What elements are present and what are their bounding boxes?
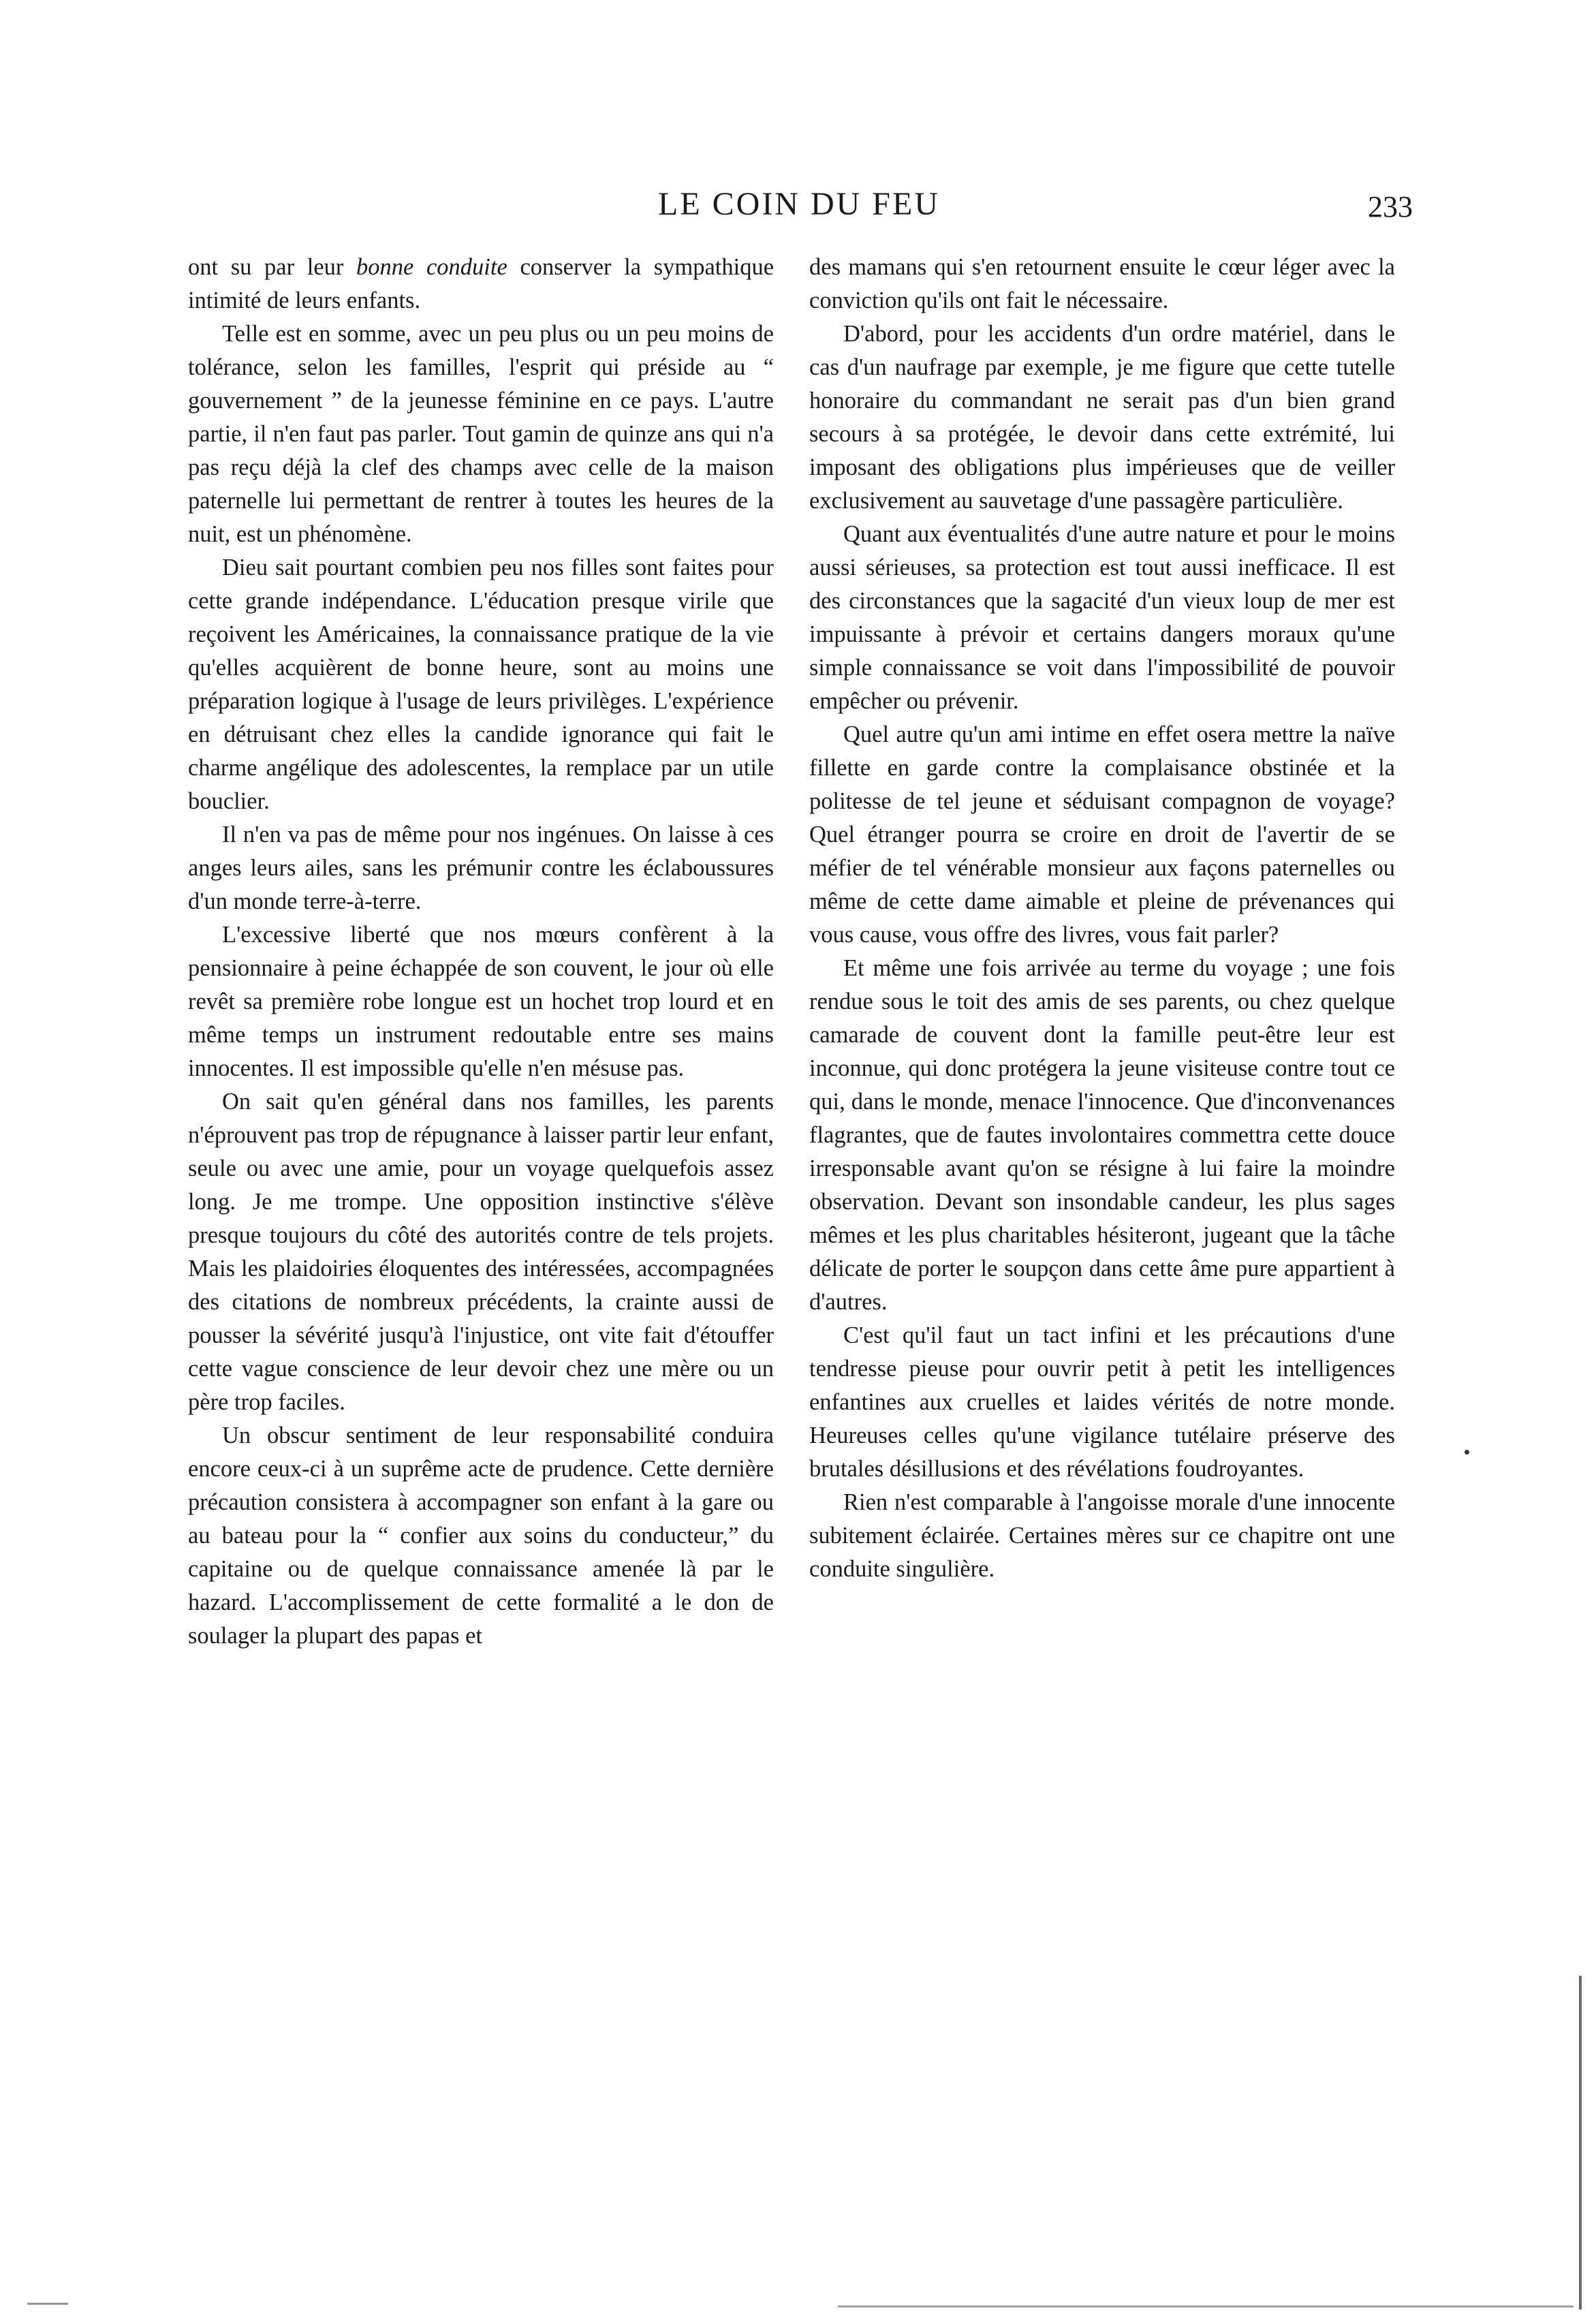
left-column	[188, 251, 774, 1653]
paragraph: Et même une fois arrivée au terme du voyage ; une fois rendue sous le toit des amis de ses parents, ou chez quelque camarade de couvent dont la famille peut-être leur est inconnue, qui donc protégera la jeune visiteuse contre tout ce qui, dans le monde, menace l'innocence. Que d'inconvenances flagrantes, que de fautes involontaires commettra cette douce irresponsable avant qu'on se résigne à lui faire la moindre observation. Devant son insondable candeur, les plus sages mêmes et les plus charitables hésiteront, jugeant que la tâche délicate de porter le soupçon dans cette âme pure appartient à d'autres.	[809, 955, 1395, 1315]
page-number: 233	[1368, 190, 1413, 223]
emphasis-text: bonne conduite	[356, 254, 507, 280]
paragraph: Il n'en va pas de même pour nos ingénues. On laisse à ces anges leurs ailes, sans les prémunir contre les éclaboussures d'un monde terre-à-terre.	[188, 822, 774, 914]
paragraph: D'abord, pour les accidents d'un ordre matériel, dans le cas d'un naufrage par exemple, je me figure que cette tutelle honoraire du commandant ne serait pas d'un bien grand secours à sa protégée, le devoir dans cette extrémité, lui imposant des obligations plus impérieuses que de veiller exclusivement au sauvetage d'une passagère particulière.	[809, 321, 1395, 514]
paragraph: C'est qu'il faut un tact infini et les précautions d'une tendresse pieuse pour ouvrir petit à petit les intelligences enfantines aux cruelles et laides vérités de notre monde. Heureuses celles qu'une vigilance tutélaire préserve des brutales désillusions et des révélations foudroyantes.	[809, 1322, 1395, 1482]
running-title: LE COIN DU FEU	[658, 186, 940, 222]
running-head	[185, 185, 1413, 226]
paragraph: Dieu sait pourtant combien peu nos filles sont faites pour cette grande indépendance. L'éducation presque virile que reçoivent les Américaines, la connaissance pratique de la vie qu'elles acquièrent de bonne heure, sont au moins une préparation logique à l'usage de leurs privilèges. L'expérience en détruisant chez elles la candide ignorance qui fait le charme angélique des adolescentes, la remplace par un utile bouclier.	[188, 555, 774, 814]
paragraph: Un obscur sentiment de leur responsabilité conduira encore ceux-ci à un suprême acte de prudence. Cette dernière précaution consistera à accompagner son enfant à la gare ou au bateau pour la “ confier aux soins du conducteur,” du capitaine ou de quelque connaissance amenée là par le hazard. L'accomplissement de cette formalité a le don de soulager la plupart des papas et	[188, 1423, 774, 1649]
paragraph-text: ont su par leur	[188, 254, 357, 280]
paragraph: Quant aux éventualités d'une autre nature et pour le moins aussi sérieuses, sa protection est tout aussi inefficace. Il est des circonstances que la sagacité d'un vieux loup de mer est impuissante à prévoir et certains dangers moraux qu'une simple connaissance se voit dans l'impossibilité de pouvoir empêcher ou prévenir.	[809, 521, 1395, 714]
paragraph: Quel autre qu'un ami intime en effet osera mettre la naïve fillette en garde contre la complaisance obstinée et la politesse de tel jeune et séduisant compagnon de voyage? Quel étranger pourra se croire en droit de l'avertir de se méfier de tel vénérable monsieur aux façons paternelles ou même de cette dame aimable et pleine de prévenances qui vous cause, vous offre des livres, vous fait parler?	[809, 721, 1395, 948]
paragraph-text: conserver la sympathique intimité de leurs enfants.	[188, 254, 774, 313]
right-column	[809, 251, 1395, 1586]
page-edge-mark	[27, 2303, 68, 2305]
paragraph: Rien n'est comparable à l'angoisse morale d'une innocente subitement éclairée. Certaines mères sur ce chapitre ont une conduite singulière.	[809, 1489, 1395, 1582]
paragraph	[188, 251, 774, 317]
page-edge-mark	[838, 2305, 1574, 2308]
paragraph: Telle est en somme, avec un peu plus ou un peu moins de tolérance, selon les familles, l'esprit qui préside au “ gouvernement ” de la jeunesse féminine en ce pays. L'autre partie, il n'en faut pas parler. Tout gamin de quinze ans qui n'a pas reçu déjà la clef des champs avec celle de la maison paternelle lui permettant de rentrer à toutes les heures de la nuit, est un phénomène.	[188, 321, 774, 547]
page-edge-mark	[1579, 1976, 1582, 2310]
paragraph: L'excessive liberté que nos mœurs confèrent à la pensionnaire à peine échappée de son couvent, le jour où elle revêt sa première robe longue est un hochet trop lourd et en même temps un instrument redoutable entre ses mains innocentes. Il est impossible qu'elle n'en mésuse pas.	[188, 922, 774, 1081]
paragraph: des mamans qui s'en retournent ensuite le cœur léger avec la conviction qu'ils ont fait le nécessaire.	[809, 254, 1395, 313]
paragraph: On sait qu'en général dans nos familles, les parents n'éprouvent pas trop de répugnance à laisser partir leur enfant, seule ou avec une amie, pour un voyage quelquefois assez long. Je me trompe. Une opposition instinctive s'élève presque toujours du côté des autorités contre de tels projets. Mais les plaidoiries éloquentes des intéressées, accompagnées des citations de nombreux précédents, la crainte aussi de pousser la sévérité jusqu'à l'injustice, ont vite fait d'étouffer cette vague conscience de leur devoir chez une mère ou un père trop faciles.	[188, 1089, 774, 1415]
ink-speck	[1465, 1450, 1469, 1455]
